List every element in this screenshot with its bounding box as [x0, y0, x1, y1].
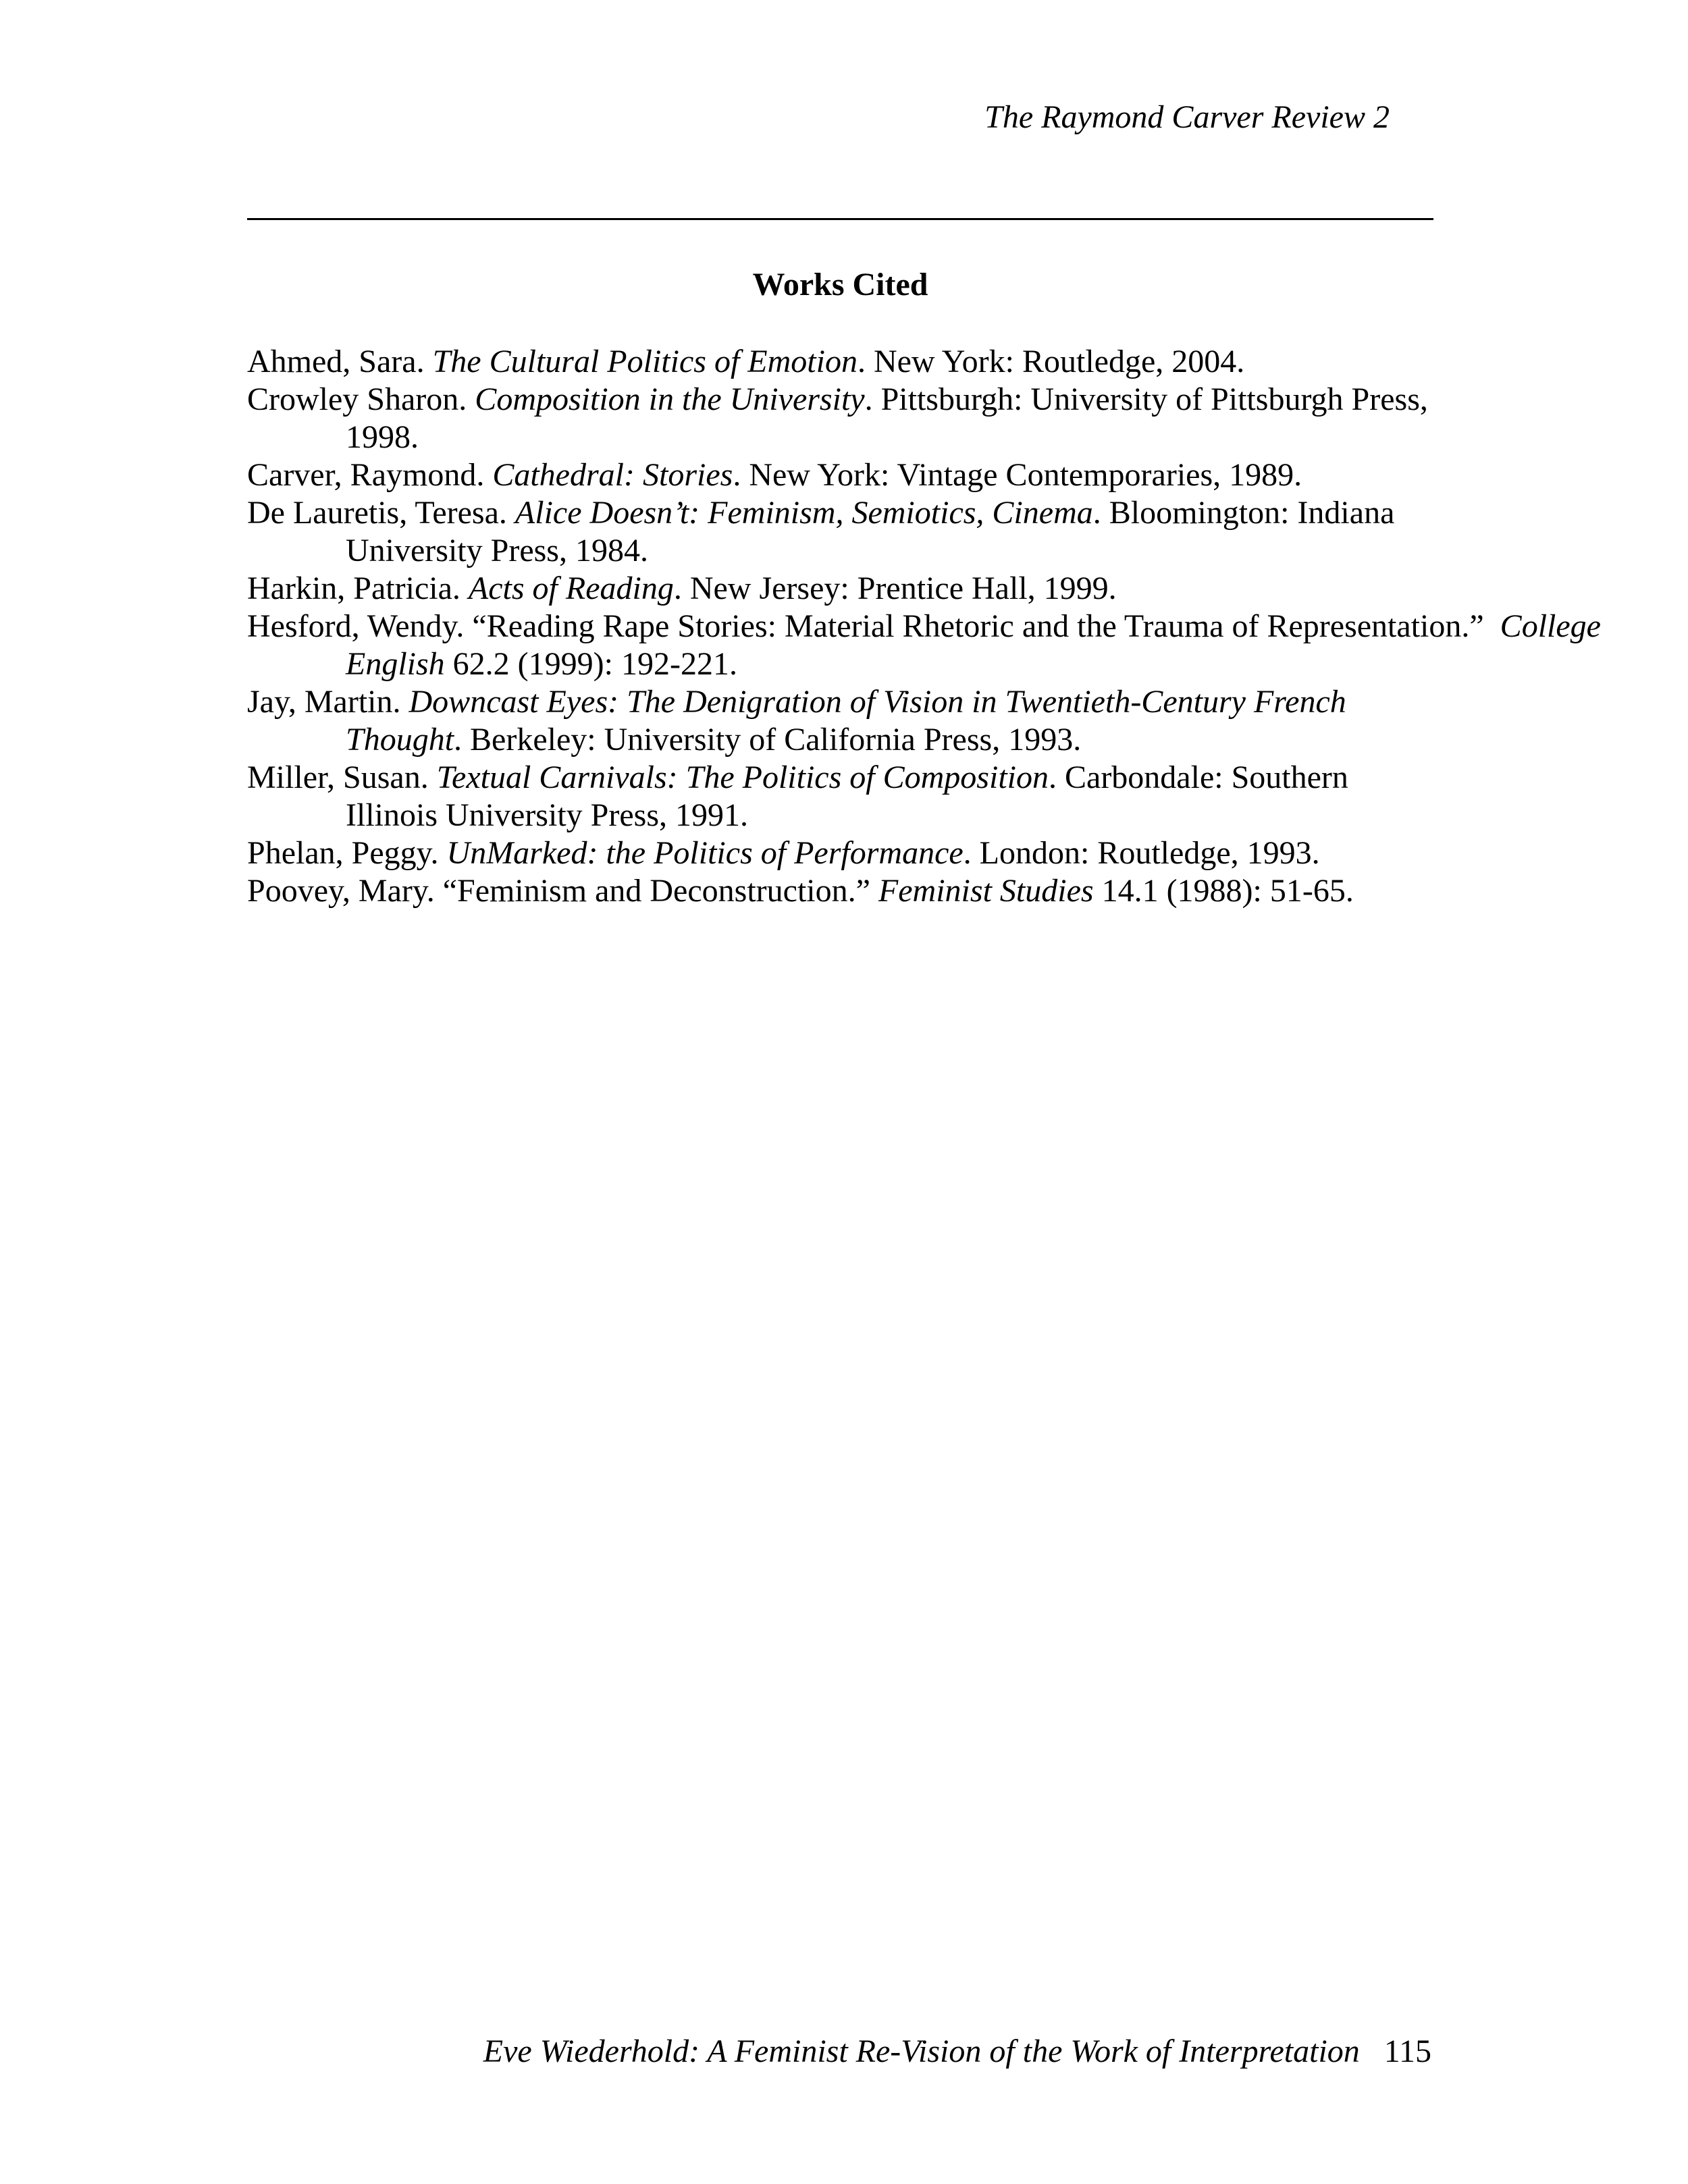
works-cited-list	[247, 343, 1601, 910]
citation-publication: . Carbondale: Southern Illinois University Press, 1991.	[346, 760, 1348, 833]
citation-title: Acts of Reading	[468, 570, 674, 606]
citation-title: UnMarked: the Politics of Performance	[446, 835, 964, 871]
citation-title: Composition in the University	[475, 381, 865, 417]
citation-crowley	[247, 381, 1433, 456]
section-title: Works Cited	[752, 267, 928, 302]
citation-title: College English	[346, 608, 1601, 682]
page-number: 115	[1383, 2033, 1431, 2069]
citation-author: Phelan, Peggy.	[247, 835, 447, 871]
citation-title: Alice Doesn’t: Feminism, Semiotics, Cinema	[515, 495, 1093, 531]
citation-phelan	[247, 834, 1433, 872]
citation-author: Miller, Susan.	[247, 760, 437, 795]
running-head: The Raymond Carver Review 2	[984, 99, 1390, 135]
citation-author: Jay, Martin.	[247, 684, 409, 720]
footer-article-title: Eve Wiederhold: A Feminist Re-Vision of the Work of Interpretation	[483, 2033, 1360, 2069]
citation-author: Poovey, Mary. “Feminism and Deconstruction.”	[247, 873, 878, 909]
citation-author: Harkin, Patricia.	[247, 570, 469, 606]
citation-publication: . Berkeley: University of California Press, 1993.	[454, 722, 1082, 757]
page-footer	[483, 2032, 1431, 2071]
citation-author: Hesford, Wendy. “Reading Rape Stories: Material Rhetoric and the Trauma of Representation.”	[247, 608, 1500, 644]
citation-title: Downcast Eyes: The Denigration of Vision in Twentieth-Century French Thought	[346, 684, 1346, 757]
header-rule	[247, 218, 1433, 220]
citation-title: Cathedral: Stories	[492, 457, 733, 493]
citation-harkin	[247, 570, 1433, 608]
citation-title: The Cultural Politics of Emotion	[432, 344, 858, 379]
citation-author: De Lauretis, Teresa.	[247, 495, 515, 531]
citation-carver	[247, 456, 1433, 494]
citation-jay	[247, 683, 1433, 759]
citation-de-lauretis	[247, 494, 1433, 570]
citation-hesford	[247, 608, 1601, 683]
citation-author: Ahmed, Sara.	[247, 344, 433, 379]
citation-title: Feminist Studies	[878, 873, 1094, 909]
citation-title: Textual Carnivals: The Politics of Composition	[436, 760, 1049, 795]
citation-author: Crowley Sharon.	[247, 381, 475, 417]
citation-author: Carver, Raymond.	[247, 457, 493, 493]
citation-publication: . Pittsburgh: University of Pittsburgh Press, 1998.	[346, 381, 1428, 455]
citation-publication: . New Jersey: Prentice Hall, 1999.	[673, 570, 1117, 606]
citation-poovey	[247, 872, 1433, 910]
citation-publication: 14.1 (1988): 51-65.	[1093, 873, 1354, 909]
citation-publication: . Bloomington: Indiana University Press, 1984.	[346, 495, 1395, 568]
citation-publication: . London: Routledge, 1993.	[963, 835, 1320, 871]
citation-miller	[247, 759, 1433, 834]
citation-ahmed	[247, 343, 1433, 381]
citation-publication: . New York: Vintage Contemporaries, 1989.	[733, 457, 1302, 493]
citation-publication: 62.2 (1999): 192-221.	[444, 646, 737, 682]
citation-publication: . New York: Routledge, 2004.	[857, 344, 1245, 379]
